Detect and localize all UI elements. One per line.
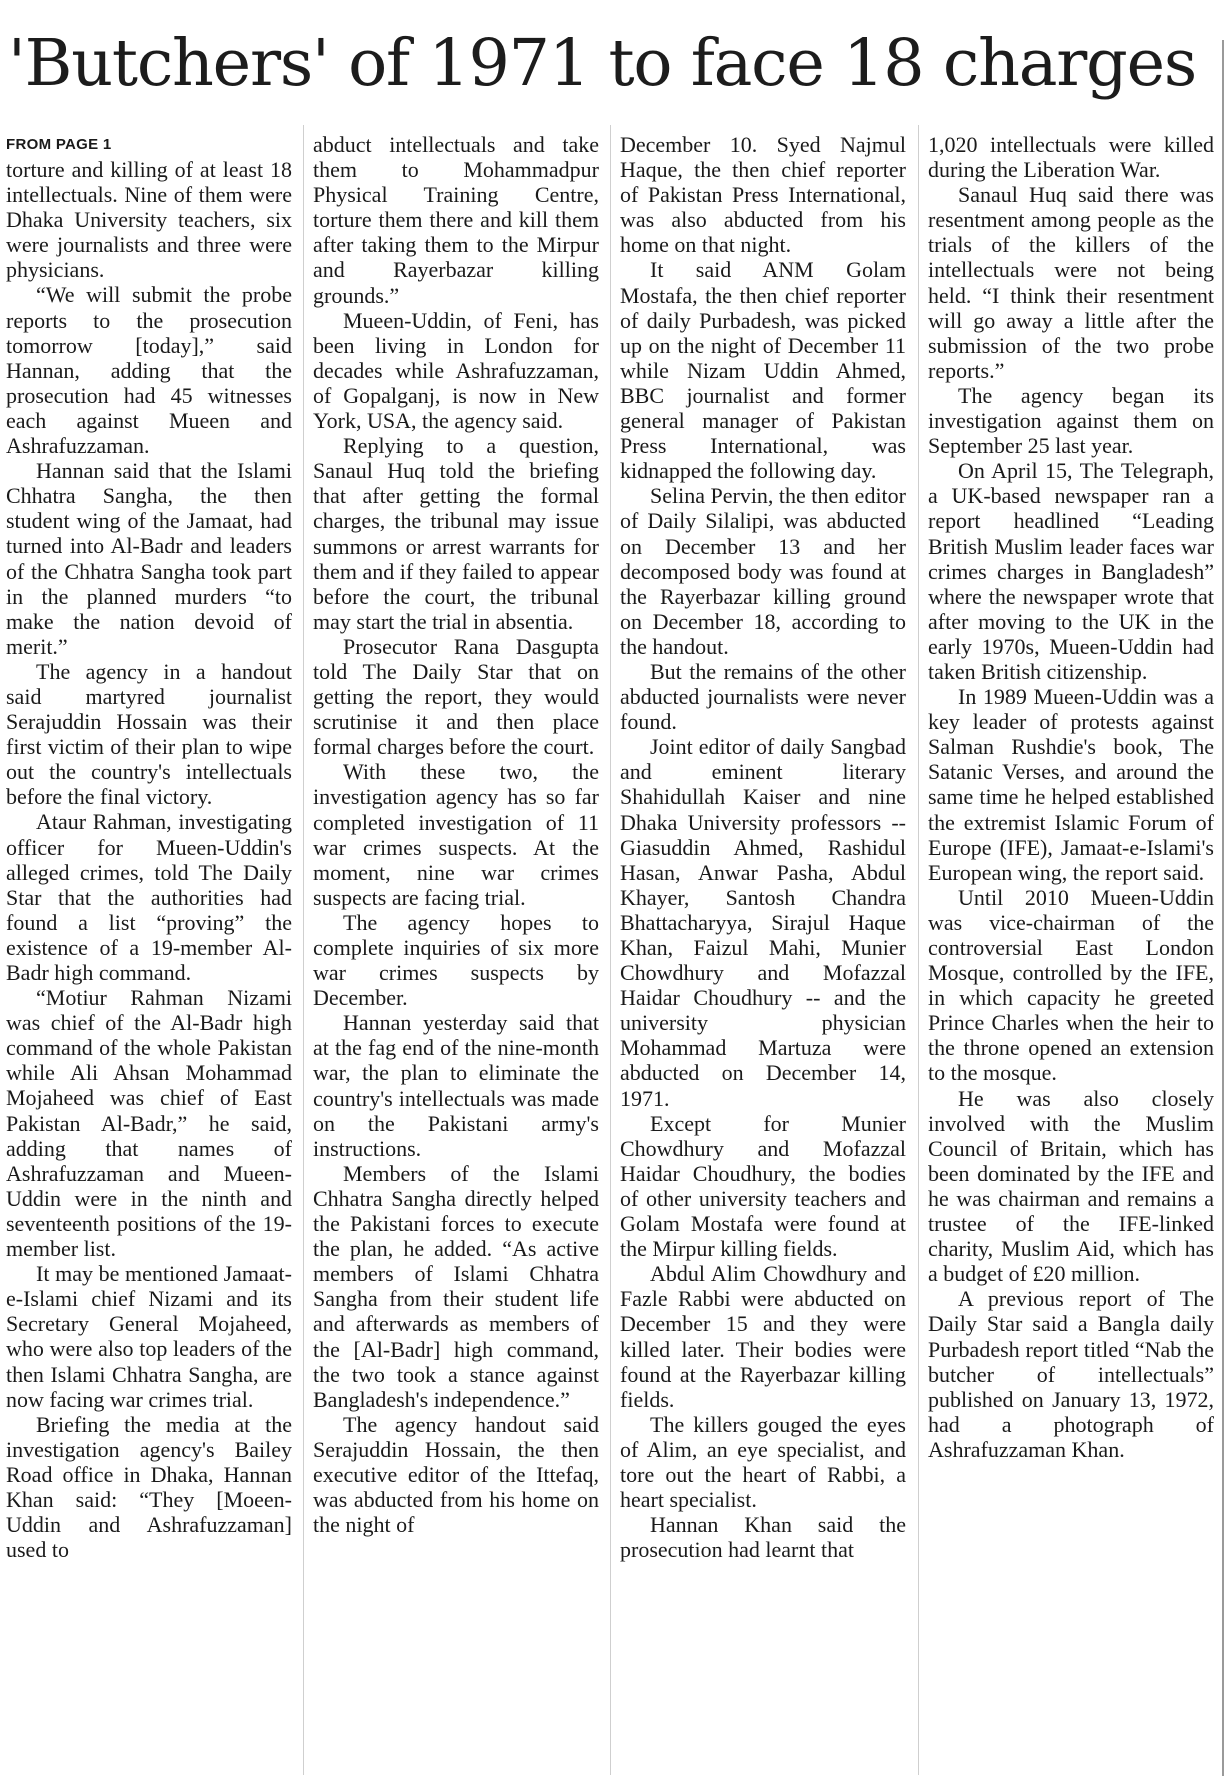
paragraph: It may be mentioned Jamaat-e-Islami chief Nizami and its Secretary General Mojaheed, who were also top leaders of the then Islami Chhatra Sangha, are now facing war crimes trial. xyxy=(6,1261,292,1412)
column-rule xyxy=(610,125,611,1775)
paragraph: Hannan Khan said the prosecution had learnt that xyxy=(620,1512,906,1563)
article-column-1 xyxy=(6,132,292,1776)
paragraph: Until 2010 Mueen-Uddin was vice-chairman of the controversial East London Mosque, controlled by the IFE, in which capacity he greeted Prince Charles when the heir to the throne opened an extension to the mosque. xyxy=(928,884,1214,1086)
paragraph: Mueen-Uddin, of Feni, has been living in London for decades while Ashrafuzzaman, of Gopalganj, is now in New York, USA, the agency said. xyxy=(313,307,599,434)
kicker: FROM PAGE 1 xyxy=(6,136,112,153)
paragraph: Ataur Rahman, investigating officer for Mueen-Uddin's alleged crimes, told The Daily Star that the authorities had found a list “proving” the existence of a 19-member Al-Badr high command. xyxy=(6,809,292,985)
paragraph: Hannan yesterday said that at the fag end of the nine-month war, the plan to eliminate the country's intellectuals was made on the Pakistani army's instructions. xyxy=(313,1010,599,1161)
article-column-4 xyxy=(928,132,1214,1776)
paragraph: “Motiur Rahman Nizami was chief of the Al-Badr high command of the whole Pakistan while Ali Ahsan Mohammad Mojaheed was chief of East Pakistan Al-Badr,” he said, adding that names of Ashrafuzzaman and Mueen-Uddin were in the ninth and seventeenth positions of the 19-member list. xyxy=(6,985,292,1262)
article-column-3 xyxy=(620,132,906,1776)
paragraph: Selina Pervin, the then editor of Daily Silalipi, was abducted on December 13 and her decomposed body was found at the Rayerbazar killing ground on December 18, according to the handout. xyxy=(620,483,906,659)
paragraph: Except for Munier Chowdhury and Mofazzal Haidar Choudhury, the bodies of other university teachers and Golam Mostafa were found at the Mirpur killing fields. xyxy=(620,1110,906,1262)
paragraph: Briefing the media at the investigation agency's Bailey Road office in Dhaka, Hannan Khan said: “They [Moeen-Uddin and Ashrafuzzaman] used to xyxy=(6,1411,292,1563)
article-column-2 xyxy=(313,132,599,1776)
paragraph: But the remains of the other abducted journalists were never found. xyxy=(620,658,906,735)
column-rule xyxy=(918,125,919,1775)
paragraph: torture and killing of at least 18 intellectuals. Nine of them were Dhaka University teachers, six were journalists and three were physicians. xyxy=(6,157,292,283)
paragraph: December 10. Syed Najmul Haque, the then chief reporter of Pakistan Press International, was also abducted from his home on that night. xyxy=(620,132,906,258)
paragraph: In 1989 Mueen-Uddin was a key leader of protests against Salman Rushdie's book, The Satanic Verses, and around the same time he helped established the extremist Islamic Forum of Europe (IFE), Jamaat-e-Islami's European wing, the report said. xyxy=(928,684,1214,885)
paragraph: Prosecutor Rana Dasgupta told The Daily Star that on getting the report, they would scrutinise it and then place formal charges before the court. xyxy=(313,633,599,760)
page-edge xyxy=(1222,40,1224,1776)
paragraph: A previous report of The Daily Star said a Bangla daily Purbadesh report titled “Nab the butcher of intellectuals” published on January 13, 1972, had a photograph of Ashrafuzzaman Khan. xyxy=(928,1286,1214,1462)
paragraph: Members of the Islami Chhatra Sangha directly helped the Pakistani forces to execute the plan, he added. “As active members of Islami Chhatra Sangha from their student life and afterwards as members of the [Al-Badr] high command, the two took a stance against Bangladesh's independence.” xyxy=(313,1160,599,1412)
paragraph: The agency handout said Serajuddin Hossain, the then executive editor of the Ittefaq, was abducted from his home on the night of xyxy=(313,1411,599,1538)
paragraph: Sanaul Huq said there was resentment among people as the trials of the killers of the intellectuals were not being held. “I think their resentment will go away a little after the submission of the two probe reports.” xyxy=(928,182,1214,383)
paragraph: The agency began its investigation against them on September 25 last year. xyxy=(928,382,1214,459)
paragraph: The agency hopes to complete inquiries of six more war crimes suspects by December. xyxy=(313,909,599,1011)
paragraph: Hannan said that the Islami Chhatra Sangha, the then student wing of the Jamaat, had turned into Al-Badr and leaders of the Chhatra Sangha took part in the planned murders “to make the nation devoid of merit.” xyxy=(6,458,292,659)
paragraph: Joint editor of daily Sangbad and eminent literary Shahidullah Kaiser and nine Dhaka University professors -- Giasuddin Ahmed, Rashidul Hasan, Anwar Pasha, Abdul Khayer, Santosh Chandra Bhattacharyya, Sirajul Haque Khan, Faizul Mahi, Munier Chowdhury and Mofazzal Haidar Choudhury -- and the university physician Mohammad Martuza were abducted on December 14, 1971. xyxy=(620,734,906,1111)
paragraph: The killers gouged the eyes of Alim, an eye specialist, and tore out the heart of Rabbi, a heart specialist. xyxy=(620,1411,906,1513)
paragraph: 1,020 intellectuals were killed during the Liberation War. xyxy=(928,132,1214,183)
column-rule xyxy=(303,125,304,1775)
paragraph: “We will submit the probe reports to the prosecution tomorrow [today],” said Hannan, adding that the prosecution had 45 witnesses each against Mueen and Ashrafuzzaman. xyxy=(6,282,292,459)
paragraph: abduct intellectuals and take them to Mohammadpur Physical Training Centre, torture them there and kill them after taking them to the Mirpur and Rayerbazar killing grounds.” xyxy=(313,132,599,308)
paragraph: Abdul Alim Chowdhury and Fazle Rabbi were abducted on December 15 and they were killed later. Their bodies were found at the Rayerbazar killing fields. xyxy=(620,1261,906,1412)
paragraph: Replying to a question, Sanaul Huq told the briefing that after getting the formal charges, the tribunal may issue summons or arrest warrants for them and if they failed to appear before the court, the tribunal may start the trial in absentia. xyxy=(313,433,599,634)
paragraph: It said ANM Golam Mostafa, the then chief reporter of daily Purbadesh, was picked up on the night of December 11 while Nizam Uddin Ahmed, BBC journalist and former general manager of Pakistan Press International, was kidnapped the following day. xyxy=(620,257,906,484)
headline: 'Butchers' of 1971 to face 18 charges xyxy=(8,26,1196,101)
paragraph: He was also closely involved with the Muslim Council of Britain, which has been dominated by the IFE and he was chairman and remains a trustee of the IFE-linked charity, Muslim Aid, which has a budget of £20 million. xyxy=(928,1085,1214,1287)
paragraph: On April 15, The Telegraph, a UK-based newspaper ran a report headlined “Leading British Muslim leader faces war crimes charges in Bangladesh” where the newspaper wrote that after moving to the UK in the early 1970s, Mueen-Uddin had taken British citizenship. xyxy=(928,458,1214,684)
paragraph: With these two, the investigation agency has so far completed investigation of 11 war crimes suspects. At the moment, nine war crimes suspects are facing trial. xyxy=(313,759,599,910)
paragraph: The agency in a handout said martyred journalist Serajuddin Hossain was their first victim of their plan to wipe out the country's intellectuals before the final victory. xyxy=(6,658,292,810)
